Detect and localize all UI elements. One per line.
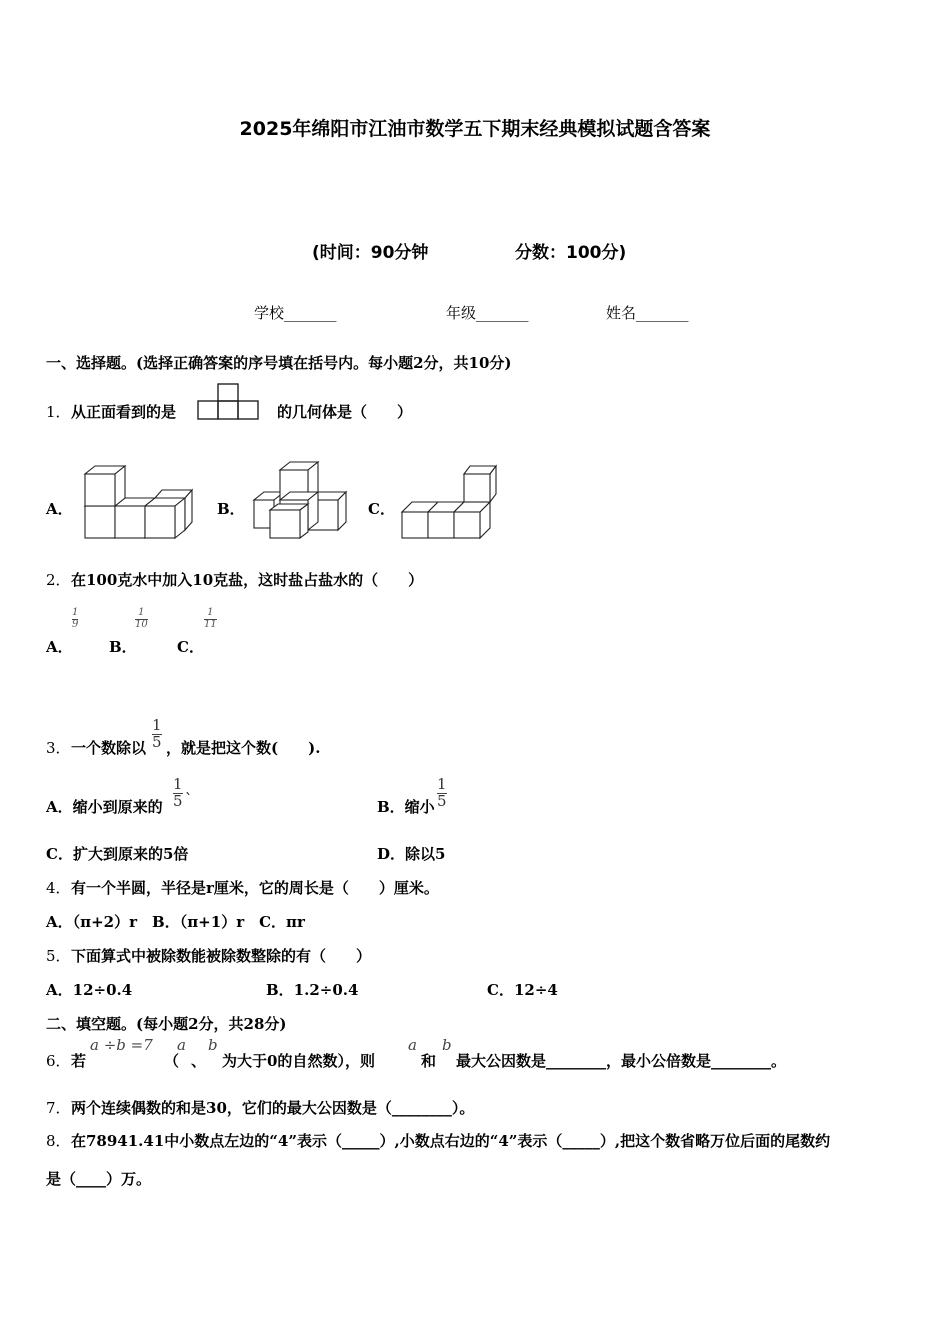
q7-text: 两个连续偶数的和是30，它们的最大公因数是（________）。	[71, 1099, 475, 1117]
q4-number: 4．	[46, 879, 71, 897]
q6-text-b: 为大于0的自然数），则	[222, 1052, 375, 1070]
school-field: 学校_______	[254, 304, 337, 322]
q6-text-a: 若	[71, 1052, 87, 1070]
q2-text: 在100克水中加入10克盐，这时盐占盐水的（ ）	[71, 571, 424, 589]
q3-option-a-mark: `	[185, 790, 193, 808]
q3-text-b: ，就是把这个数( ).	[166, 739, 321, 757]
section1-heading: 一、选择题。(选择正确答案的序号填在括号内。每小题2分，共10分)	[46, 354, 512, 372]
q6-formula: a ÷b =7	[90, 1036, 153, 1054]
q6-paren: （	[164, 1052, 180, 1070]
q8-text-a: 在78941.41中小数点左边的“4”表示（_____）,小数点右边的“4”表示（_____）,把这个数省略万位后面的尾数约	[71, 1132, 831, 1150]
q3-option-a: A．缩小到原来的	[46, 798, 163, 816]
q6-number: 6．	[46, 1052, 71, 1070]
q1-text-b: 的几何体是（ ）	[277, 403, 413, 421]
exam-score: 分数：100分)	[515, 243, 627, 263]
q2-number: 2．	[46, 571, 71, 589]
q2-option-b-fraction: $\frac{1}{10}$	[135, 607, 148, 630]
q6-var-b: b	[208, 1036, 218, 1054]
q3-option-c: C．扩大到原来的5倍	[46, 845, 189, 863]
q6-sep: 、	[191, 1052, 207, 1070]
q7-number: 7．	[46, 1099, 71, 1117]
q3-option-b: B．缩小	[377, 798, 435, 816]
q1-text-a: 从正面看到的是	[71, 403, 177, 421]
q3-option-d: D．除以5	[377, 845, 446, 863]
q5-text: 下面算式中被除数能被除数整除的有（ ）	[71, 947, 372, 965]
q2-option-b-label: B．	[109, 638, 137, 656]
q1-option-c-label: C．	[368, 500, 395, 518]
q2-option-c-fraction: $\frac{1}{11}$	[204, 607, 217, 630]
section2-heading: 二、填空题。(每小题2分，共28分)	[46, 1015, 287, 1033]
q1-option-a-label: A．	[46, 500, 73, 518]
q3-option-b-fraction: $\frac{1}{5}$	[437, 775, 447, 810]
q1-option-b-figure	[250, 460, 350, 542]
page-title: 2025年绵阳市江油市数学五下期末经典模拟试题含答案	[239, 118, 711, 140]
q5-number: 5．	[46, 947, 71, 965]
q1-option-b-label: B．	[217, 500, 245, 518]
q2-option-c-label: C．	[177, 638, 204, 656]
q8-text-b: 是（____）万。	[46, 1170, 152, 1188]
q4-text: 有一个半圆，半径是r厘米，它的周长是（ ）厘米。	[71, 879, 439, 897]
q3-text-a: 一个数除以	[71, 739, 147, 757]
q6-var-a: a	[177, 1036, 186, 1054]
q5-option-c: C．12÷4	[487, 981, 558, 999]
q6-var-b2: b	[442, 1036, 452, 1054]
q1-number: 1．	[46, 403, 71, 421]
q1-option-c-figure	[398, 462, 500, 542]
q6-var-a2: a	[408, 1036, 417, 1054]
q1-option-a-figure	[82, 464, 197, 544]
grade-field: 年级_______	[446, 304, 529, 322]
q2-option-a-label: A．	[46, 638, 73, 656]
q2-option-a-fraction: $\frac{1}{9}$	[72, 607, 79, 630]
exam-time: (时间：90分钟	[312, 243, 429, 263]
q3-option-a-fraction: $\frac{1}{5}$	[173, 775, 183, 810]
q3-number: 3．	[46, 739, 71, 757]
q5-option-a: A．12÷0.4	[46, 981, 133, 999]
q8-number: 8．	[46, 1132, 71, 1150]
front-view-figure	[196, 381, 262, 423]
name-field: 姓名_______	[606, 304, 689, 322]
q3-fraction: $\frac{1}{5}$	[152, 716, 162, 751]
q6-text-c: 最大公因数是________，最小公倍数是________。	[456, 1052, 787, 1070]
q4-options: A．（π+2）r B．（π+1）r C．πr	[46, 913, 305, 931]
q6-and: 和	[421, 1052, 437, 1070]
q5-option-b: B．1.2÷0.4	[266, 981, 359, 999]
